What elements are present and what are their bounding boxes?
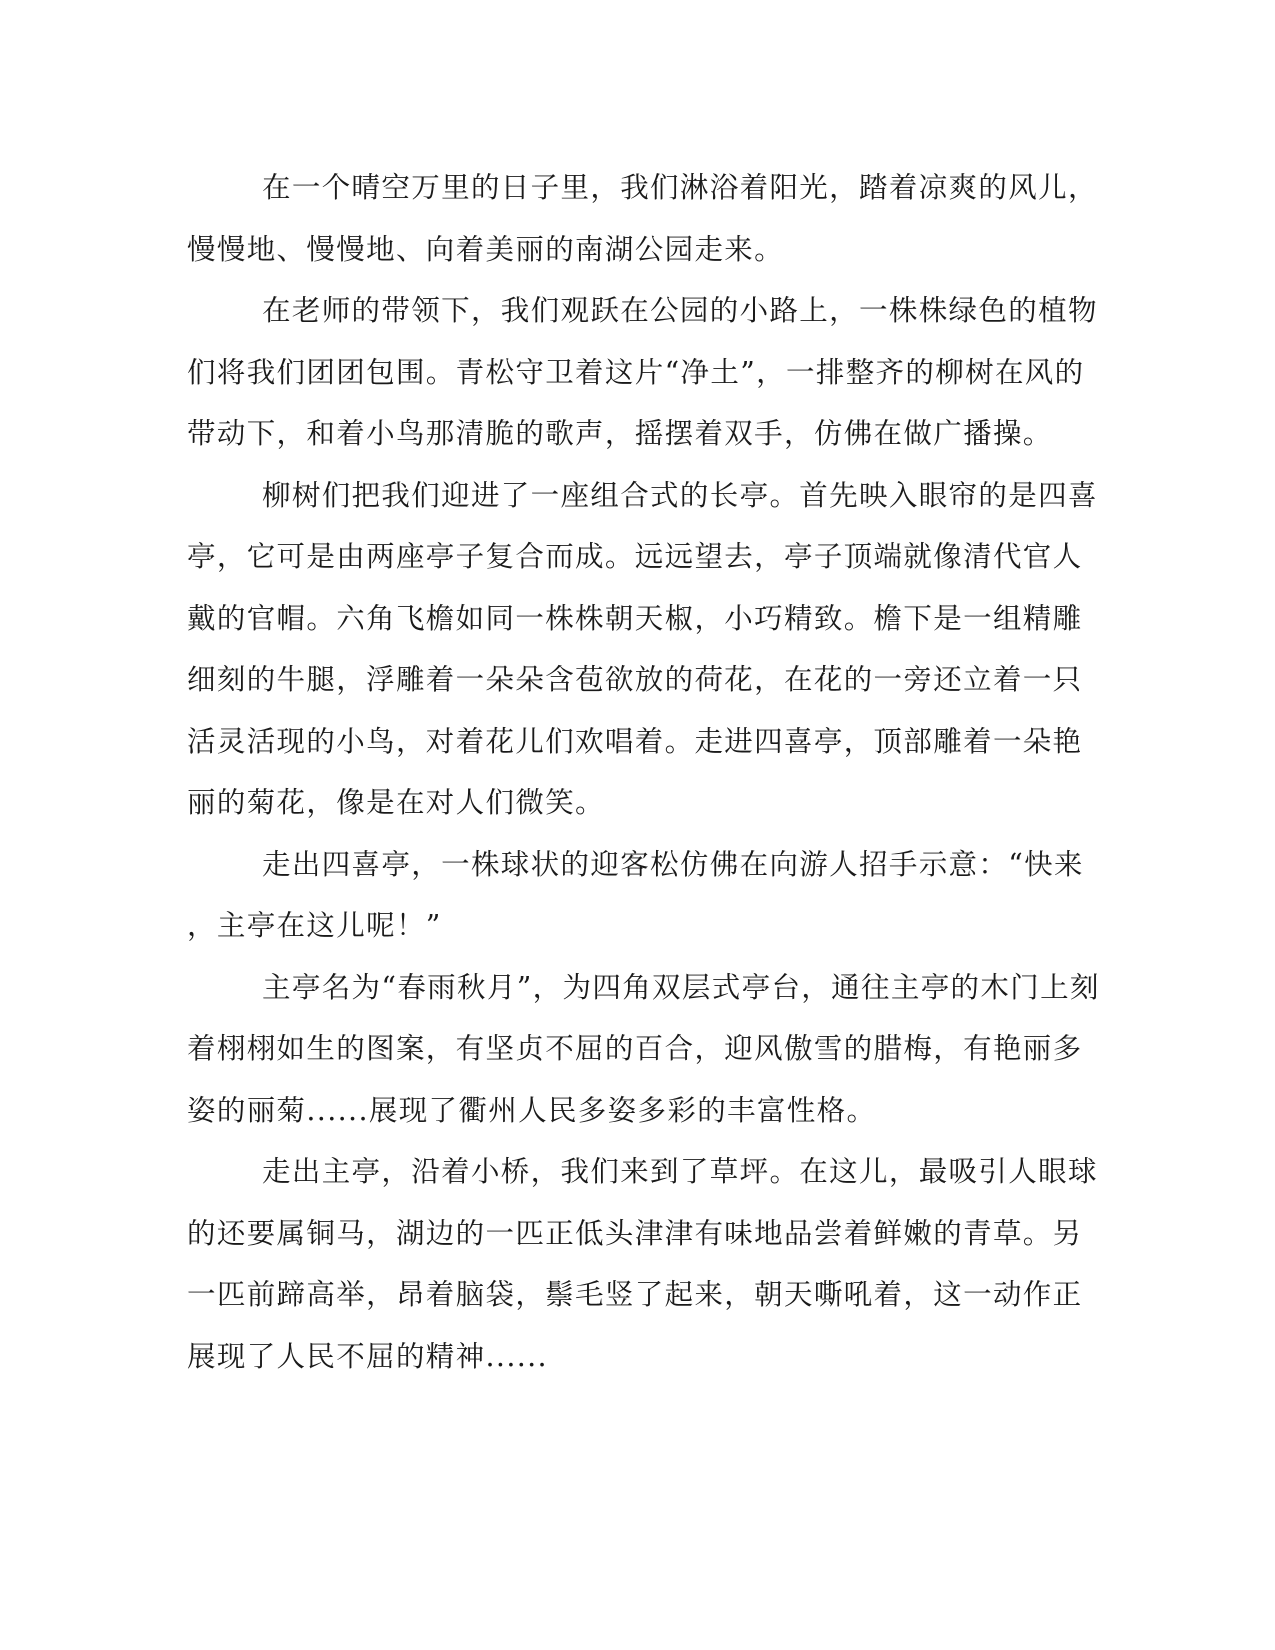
text-line: 走出主亭，沿着小桥，我们来到了草坪。在这儿，最吸引人眼球 <box>262 1155 1098 1188</box>
text-line: 慢慢地、慢慢地、向着美丽的南湖公园走来。 <box>187 232 785 266</box>
text-line: 丽的菊花，像是在对人们微笑。 <box>187 786 605 819</box>
paragraph-5 <box>187 957 1100 1142</box>
text-line: 亭，它可是由两座亭子复合而成。远远望去，亭子顶端就像清代官人 <box>187 540 1083 573</box>
text-line: 在老师的带领下，我们观跃在公园的小路上，一株株绿色的植物 <box>262 294 1098 327</box>
text-line: 展现了人民不屈的精神...... <box>187 1339 548 1373</box>
paragraph-3 <box>187 465 1098 834</box>
essay-body <box>187 157 1100 1387</box>
text-line: 细刻的牛腿，浮雕着一朵朵含苞欲放的荷花，在花的一旁还立着一只 <box>187 663 1083 696</box>
text-line: 走出四喜亭，一株球状的迎客松仿佛在向游人招手示意：“快来 <box>262 847 1084 881</box>
text-line: 姿的丽菊......展现了衢州人民多姿多彩的丰富性格。 <box>187 1093 877 1127</box>
text-line: ，主亭在这儿呢！” <box>187 909 442 942</box>
text-line: 一匹前蹄高举，昂着脑袋，鬃毛竖了起来，朝天嘶吼着，这一动作正 <box>187 1278 1083 1311</box>
text-line: 主亭名为“春雨秋月”，为四角双层式亭台，通往主亭的木门上刻 <box>262 970 1100 1004</box>
text-line: 活灵活现的小鸟，对着花儿们欢唱着。走进四喜亭，顶部雕着一朵艳 <box>187 724 1083 758</box>
text-line: 在一个晴空万里的日子里，我们淋浴着阳光，踏着凉爽的风儿， <box>262 171 1098 204</box>
paragraph-4 <box>187 834 1087 957</box>
paragraph-6 <box>187 1141 1098 1387</box>
text-line: 着栩栩如生的图案，有坚贞不屈的百合，迎风傲雪的腊梅，有艳丽多 <box>187 1032 1083 1065</box>
text-line: 的还要属铜马，湖边的一匹正低头津津有味地品尝着鲜嫩的青草。另 <box>187 1216 1083 1250</box>
text-line: 柳树们把我们迎进了一座组合式的长亭。首先映入眼帘的是四喜 <box>262 478 1098 512</box>
paragraph-2 <box>187 280 1098 465</box>
text-line: 带动下，和着小鸟那清脆的歌声，摇摆着双手，仿佛在做广播操。 <box>187 417 1053 450</box>
paragraph-1 <box>187 157 1098 280</box>
text-line: 戴的官帽。六角飞檐如同一株株朝天椒，小巧精致。檐下是一组精雕 <box>187 601 1083 635</box>
text-line: 们将我们团团包围。青松守卫着这片“净土”，一排整齐的柳树在风的 <box>187 355 1085 389</box>
